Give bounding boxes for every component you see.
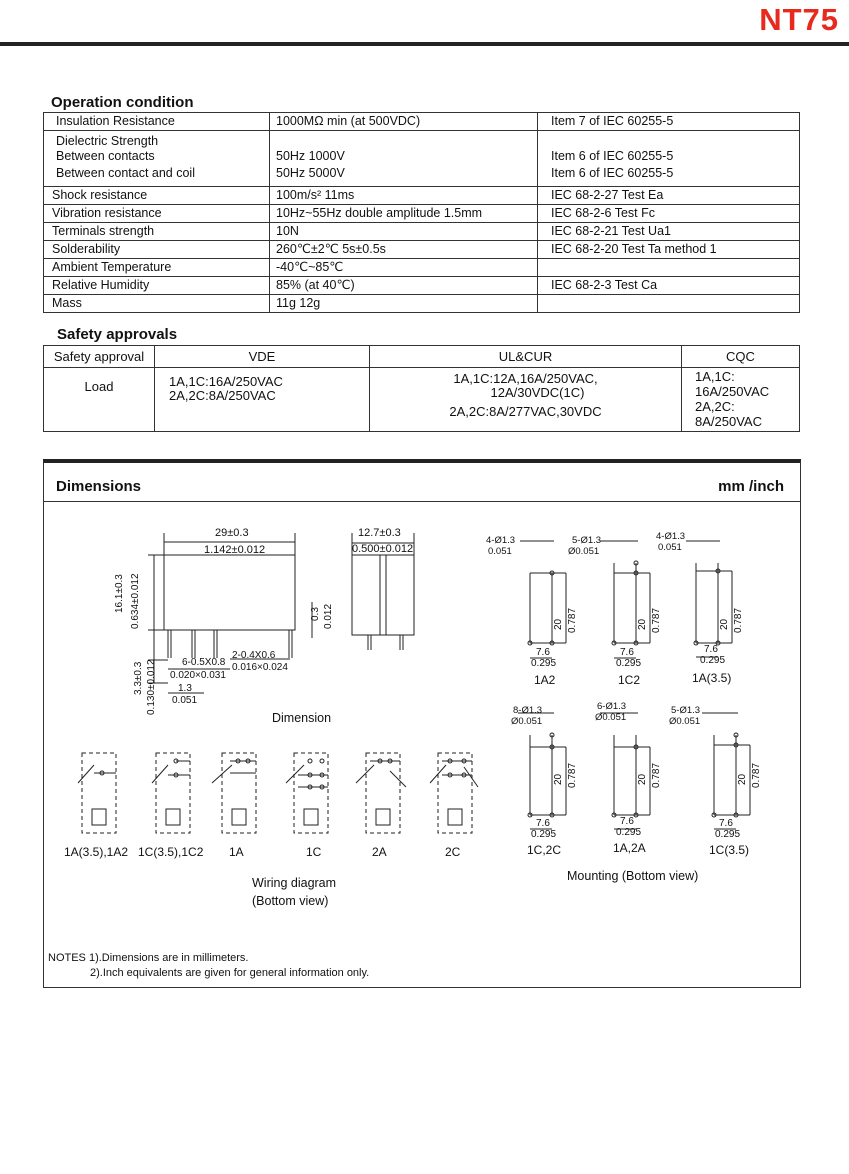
safety-table: [43, 345, 800, 432]
mount-width: 7.6: [620, 647, 634, 658]
mount-label: 1A2: [534, 673, 556, 687]
mount-holes: 8-Ø1.3: [513, 705, 543, 716]
param-cell: Solderability: [44, 241, 270, 259]
mount-pitch: 20: [637, 618, 648, 630]
standard-cell: [538, 131, 800, 187]
mount-holes-in: 0.051: [488, 546, 512, 557]
param-cell: [44, 131, 270, 187]
wiring-label: 2C: [445, 845, 461, 859]
pin-pitch-in: 0.051: [172, 695, 198, 706]
table-header-row: [44, 346, 800, 368]
mount-width-in: 0.295: [616, 658, 642, 669]
front-height-in: 0.634±0.012: [130, 573, 141, 629]
gap-value: 0.3: [310, 607, 321, 621]
pin-a-size: 6-0.5X0.8: [182, 657, 226, 668]
mount-pitch-in: 0.787: [567, 607, 578, 633]
value-line: 50Hz 1000V: [276, 149, 345, 163]
mount-holes: 6-Ø1.3: [597, 701, 627, 712]
table-row: [44, 187, 800, 205]
mount-holes: 4-Ø1.3: [486, 535, 516, 546]
safety-title: Safety approvals: [57, 326, 178, 343]
table-row: [44, 223, 800, 241]
mount-label: 1A(3.5): [692, 671, 732, 685]
standard-cell: [538, 295, 800, 313]
param-line: Between contact and coil: [56, 166, 195, 180]
value-cell: 100m/s² 11ms: [270, 187, 538, 205]
mount-pitch: 20: [719, 618, 730, 630]
mount-holes-in: Ø0.051: [595, 712, 627, 723]
pin-a-size-in: 0.020×0.031: [170, 670, 226, 681]
table-row: [44, 131, 800, 187]
param-cell: Mass: [44, 295, 270, 313]
cqc-line: 1A,1C:: [695, 369, 735, 384]
mounting-1A2: [520, 541, 566, 658]
operation-table: [43, 112, 800, 313]
header-cell: VDE: [155, 346, 370, 368]
value-cell: 10Hz~55Hz double amplitude 1.5mm: [270, 205, 538, 223]
mount-pitch-in: 0.787: [651, 762, 662, 788]
pin-length-in: 0.130±0.012: [146, 659, 157, 715]
table-row: [44, 113, 800, 131]
header-cell: Safety approval: [44, 346, 155, 368]
standard-cell: IEC 68-2-3 Test Ca: [538, 277, 800, 295]
wiring-2A: [356, 753, 406, 833]
wiring-label: 1C: [306, 845, 322, 859]
wiring-caption-sub: (Bottom view): [252, 894, 329, 908]
param-cell: Shock resistance: [44, 187, 270, 205]
standard-cell: IEC 68-2-6 Test Fc: [538, 205, 800, 223]
pin-pitch: 1.3: [178, 683, 192, 694]
note-line-2: 2).Inch equivalents are given for general information only.: [90, 967, 370, 979]
param-line: Between contacts: [56, 149, 155, 163]
pin-b-size-in: 0.016×0.024: [232, 662, 288, 673]
table-row: [44, 277, 800, 295]
wiring-label: 2A: [372, 845, 387, 859]
cqc-cell: [682, 368, 800, 432]
mount-label: 1C2: [618, 673, 641, 687]
mount-width: 7.6: [536, 818, 550, 829]
mount-pitch: 20: [637, 773, 648, 785]
param-cell: Vibration resistance: [44, 205, 270, 223]
mount-width: 7.6: [536, 647, 550, 658]
mount-width-in: 0.295: [531, 829, 557, 840]
mounting-caption: Mounting (Bottom view): [567, 869, 699, 883]
table-row: [44, 205, 800, 223]
vde-line: 2A,2C:8A/250VAC: [169, 388, 276, 403]
operation-title: Operation condition: [51, 94, 194, 111]
value-cell: 10N: [270, 223, 538, 241]
mount-width: 7.6: [719, 818, 733, 829]
table-row: [44, 368, 800, 432]
table-row: [44, 241, 800, 259]
param-line: Dielectric Strength: [56, 134, 159, 148]
mounting-1C2: [600, 541, 650, 658]
wiring-1C-1C2: [152, 753, 190, 833]
value-cell: 85% (at 40℃): [270, 277, 538, 295]
vde-cell: [155, 368, 370, 432]
unit-label: mm /inch: [718, 478, 784, 495]
mount-holes-in: Ø0.051: [511, 716, 543, 727]
ul-line: 12A/30VDC(1C): [490, 385, 585, 400]
mount-width-in: 0.295: [616, 827, 642, 838]
wiring-1A: [212, 753, 256, 833]
front-width-in: 1.142±0.012: [204, 544, 266, 556]
cqc-line: 8A/250VAC: [695, 414, 762, 429]
dimensions-title: Dimensions: [56, 478, 142, 495]
table-row: [44, 295, 800, 313]
mounting-1C35: [702, 713, 750, 829]
gap-value-in: 0.012: [323, 603, 334, 629]
mount-width: 7.6: [620, 816, 634, 827]
mount-pitch-in: 0.787: [751, 762, 762, 788]
standard-cell: [538, 259, 800, 277]
mount-width-in: 0.295: [715, 829, 741, 840]
mount-pitch-in: 0.787: [651, 607, 662, 633]
standard-line: Item 6 of IEC 60255-5: [551, 166, 674, 180]
mount-pitch-in: 0.787: [733, 607, 744, 633]
dimension-caption: Dimension: [272, 711, 332, 725]
header-cell: CQC: [682, 346, 800, 368]
mount-pitch: 20: [553, 618, 564, 630]
header-cell: UL&CUR: [370, 346, 682, 368]
wiring-2C: [430, 753, 478, 833]
front-width: 29±0.3: [215, 527, 249, 539]
ul-line: 1A,1C:12A,16A/250VAC,: [453, 371, 598, 386]
cqc-line: 2A,2C:: [695, 399, 735, 414]
ul-cell: [370, 368, 682, 432]
value-cell: -40℃~85℃: [270, 259, 538, 277]
header-rule: [0, 42, 849, 46]
front-height: 16.1±0.3: [114, 574, 125, 613]
wiring-1A-1A2: [78, 753, 116, 833]
mount-pitch-in: 0.787: [567, 762, 578, 788]
mount-label: 1A,2A: [613, 841, 646, 855]
param-cell: Relative Humidity: [44, 277, 270, 295]
wiring-caption: Wiring diagram: [252, 876, 337, 890]
mount-holes: 5-Ø1.3: [572, 535, 602, 546]
ul-line: 2A,2C:8A/277VAC,30VDC: [449, 404, 602, 419]
mounting-1C-2C: [518, 713, 566, 829]
param-cell: Terminals strength: [44, 223, 270, 241]
mounting-1A-2A: [600, 713, 650, 829]
value-line: 50Hz 5000V: [276, 166, 345, 180]
mount-width-in: 0.295: [700, 655, 726, 666]
mount-holes-in: Ø0.051: [568, 546, 600, 557]
wiring-label: 1C(3.5),1C2: [138, 845, 204, 859]
mount-label: 1C,2C: [527, 843, 562, 857]
mount-holes: 4-Ø1.3: [656, 531, 686, 542]
relay-front-outline: [164, 555, 295, 630]
mount-holes-in: Ø0.051: [669, 716, 701, 727]
mount-width-in: 0.295: [531, 658, 557, 669]
mount-pitch: 20: [553, 773, 564, 785]
value-cell: [270, 131, 538, 187]
param-cell: Insulation Resistance: [44, 113, 270, 131]
note-line-1: NOTES 1).Dimensions are in millimeters.: [48, 952, 249, 964]
wiring-label: 1A(3.5),1A2: [64, 845, 129, 859]
table-row: [44, 259, 800, 277]
value-cell: 260℃±2℃ 5s±0.5s: [270, 241, 538, 259]
mount-label: 1C(3.5): [709, 843, 750, 857]
value-cell: 1000MΩ min (at 500VDC): [270, 113, 538, 131]
load-label: Load: [44, 368, 155, 432]
pin-length: 3.3±0.3: [133, 661, 144, 695]
standard-line: Item 6 of IEC 60255-5: [551, 149, 674, 163]
standard-cell: Item 7 of IEC 60255-5: [538, 113, 800, 131]
mount-holes-in: 0.051: [658, 542, 682, 553]
relay-side-outline: [352, 555, 414, 635]
wiring-label: 1A: [229, 845, 244, 859]
wiring-1C: [286, 753, 328, 833]
wiring-diagrams: [78, 753, 478, 833]
mount-holes: 5-Ø1.3: [671, 705, 701, 716]
brand-title: NT75: [759, 2, 839, 37]
cqc-line: 16A/250VAC: [695, 384, 770, 399]
side-width: 12.7±0.3: [358, 527, 401, 539]
mount-pitch: 20: [737, 773, 748, 785]
standard-cell: IEC 68-2-20 Test Ta method 1: [538, 241, 800, 259]
mount-width: 7.6: [704, 644, 718, 655]
side-width-in: 0.500±0.012: [352, 543, 414, 555]
pin-b-size: 2-0.4X0.6: [232, 650, 276, 661]
mounting-1A35: [686, 541, 732, 657]
param-cell: Ambient Temperature: [44, 259, 270, 277]
value-cell: 11g 12g: [270, 295, 538, 313]
standard-cell: IEC 68-2-27 Test Ea: [538, 187, 800, 205]
vde-line: 1A,1C:16A/250VAC: [169, 374, 283, 389]
dimensions-panel: [43, 459, 801, 988]
standard-cell: IEC 68-2-21 Test Ua1: [538, 223, 800, 241]
